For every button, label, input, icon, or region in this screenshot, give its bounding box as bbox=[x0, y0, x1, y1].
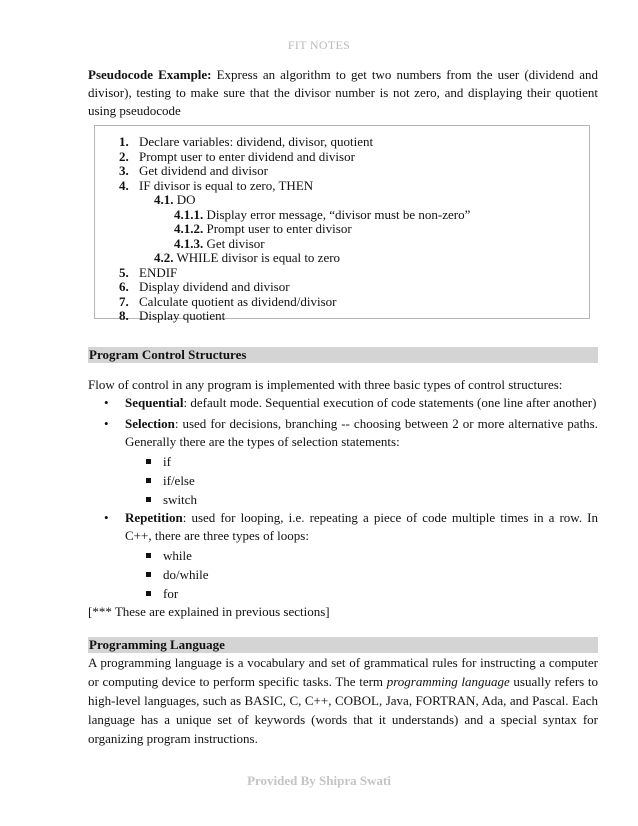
list-item: • Sequential: default mode. Sequential execution of code statements (one line after another) bbox=[88, 394, 598, 413]
pseudo-substep: 4.2. WHILE divisor is equal to zero bbox=[154, 250, 341, 265]
sub-list-item: do/while bbox=[88, 565, 598, 584]
square-bullet-icon bbox=[146, 553, 151, 558]
pseudo-step: 2. Prompt user to enter dividend and divisor bbox=[119, 148, 355, 164]
section-heading-control: Program Control Structures bbox=[88, 347, 598, 363]
pseudo-step: 8. Display quotient bbox=[119, 308, 226, 323]
list-item: • Repetition: used for looping, i.e. repeating a piece of code multiple times in a row. In C++, there are three types of loops: bbox=[104, 509, 598, 543]
sub-list-item: for bbox=[88, 584, 598, 603]
page-content bbox=[88, 66, 598, 748]
square-bullet-icon bbox=[146, 572, 151, 577]
bullet-icon: • bbox=[104, 509, 109, 525]
square-bullet-icon bbox=[146, 459, 151, 464]
pseudo-step: 3. Get dividend and divisor bbox=[119, 163, 268, 178]
sub-list-item: switch bbox=[88, 490, 598, 509]
bullet-icon: • bbox=[104, 415, 109, 431]
pseudo-step: 5. ENDIF bbox=[119, 264, 178, 280]
pseudo-subsubstep: 4.1.1. Display error message, “divisor must be non-zero” bbox=[174, 206, 471, 222]
square-bullet-icon bbox=[146, 591, 151, 596]
pseudocode-label: Pseudocode Example: bbox=[88, 67, 212, 82]
page-footer: Provided By Shipra Swati bbox=[247, 773, 391, 788]
sub-list-item: if bbox=[88, 452, 598, 471]
pseudo-step: 7. Calculate quotient as dividend/divisor bbox=[119, 293, 337, 309]
pseudocode-description: Express an algorithm to get two numbers from the user (dividend and divisor), testing to make sure that the divisor number is not zero, and displaying their quotient using pseudocode bbox=[88, 67, 598, 118]
square-bullet-icon bbox=[146, 497, 151, 502]
pseudocode-box bbox=[94, 125, 590, 323]
pseudo-step: 4. IF divisor is equal to zero, THEN bbox=[119, 177, 314, 193]
bullet-icon: • bbox=[104, 395, 109, 410]
pseudo-step: 1. Declare variables: dividend, divisor, quotient bbox=[119, 134, 374, 149]
programming-language-term: programming language bbox=[386, 673, 510, 689]
section-heading-language: Programming Language bbox=[88, 637, 598, 653]
pseudo-subsubstep: 4.1.2. Prompt user to enter divisor bbox=[174, 221, 352, 236]
sub-list-item: if/else bbox=[88, 471, 598, 490]
sub-list-item: while bbox=[88, 546, 598, 565]
pseudo-subsubstep: 4.1.3. Get divisor bbox=[174, 235, 265, 251]
explained-note: [*** These are explained in previous sections] bbox=[88, 603, 330, 619]
control-intro: Flow of control in any program is implemented with three basic types of control structures: bbox=[88, 377, 563, 392]
square-bullet-icon bbox=[146, 478, 151, 483]
list-item: • Selection: used for decisions, branching -- choosing between 2 or more alternative paths. Generally there are the types of selection statements: bbox=[104, 415, 598, 449]
page-header: FIT NOTES bbox=[287, 38, 351, 52]
pseudocode-intro bbox=[88, 66, 598, 120]
language-paragraph: A programming language is a vocabulary and set of grammatical rules for instructing a computer or computing device to perform specific tasks. The term programming language usually refers to high-level languages, such as BASIC, C, C++, COBOL, Java, FORTRAN, Ada, and Pascal. Each language has a unique set of keywords (words that it understands) and a special syntax for organizing program instructions. bbox=[88, 654, 598, 746]
pseudo-step: 6. Display dividend and divisor bbox=[119, 279, 290, 294]
pseudo-substep: 4.1. DO bbox=[154, 192, 196, 207]
